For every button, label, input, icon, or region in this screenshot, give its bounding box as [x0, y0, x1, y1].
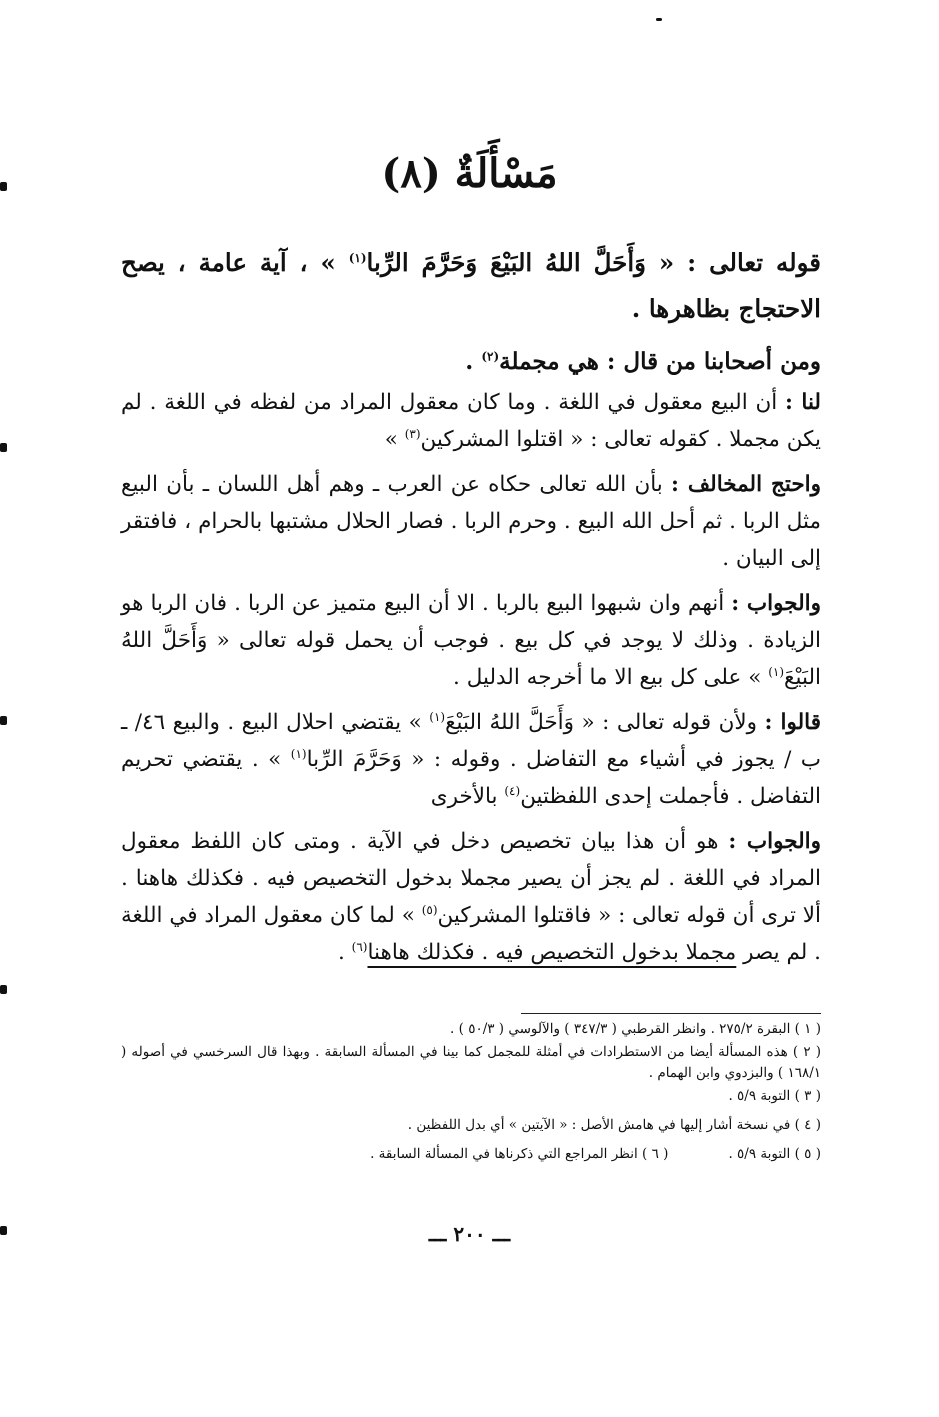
counter-opinion	[121, 343, 821, 380]
answer1-lead: والجواب :	[731, 591, 822, 616]
scan-mark	[0, 443, 7, 452]
footnote-6: ( ٦ ) انظر المراجع التي ذكرناها في المسألة السابقة .	[370, 1146, 669, 1162]
counter-end: .	[465, 348, 474, 375]
lana-lead: لنا :	[785, 390, 821, 415]
footnote-ref: (٦)	[351, 939, 368, 954]
footnote-ref: (٣)	[404, 426, 421, 441]
opponent-lead: واحتج المخالف :	[671, 472, 822, 497]
answer1-end: » على كل بيع الا ما أخرجه الدليل .	[453, 665, 762, 690]
footnote-1: ( ١ ) البقرة ٢٧٥/٢ . وانظر القرطبي ( ٣٤٧/٣ ) والآلوسي ( ٥٠/٣ ) .	[450, 1021, 821, 1037]
answer2-text-2: » لما كان معقول المراد في اللغة . لم يصر	[120, 903, 821, 965]
footnote-ref: (١)	[768, 664, 785, 679]
opponent-text: بأن الله تعالى حكاه عن العرب ـ وهم أهل اللسان ـ بأن البيع مثل الربا . ثم أحل الله البيع . وحرم الربا . فصار الحلال مشتبها بالحرام ، فافتقر إلى البيان .	[121, 472, 821, 571]
answer2-text-1: هو أن هذا بيان تخصيص دخل في الآية . ومتى كان اللفظ معقول المراد في اللغة . لم يجز أن يصير مجملا بدخول التخصيص فيه . فكذلك هاهنا . ألا ترى أن قوله تعالى : « فاقتلوا المشركين	[121, 829, 821, 928]
footnote-ref: (٥)	[421, 902, 438, 917]
counter-text: ومن أصحابنا من قال : هي مجملة	[499, 348, 821, 375]
qalu-lead: قالوا :	[764, 710, 821, 735]
footnote-4: ( ٤ ) في نسخة أشار إليها في هامش الأصل : « الآيتين » أي بدل اللفظين .	[407, 1117, 821, 1133]
answer2-lead: والجواب :	[728, 829, 821, 854]
qalu-text-1: ولأن قوله تعالى : « وَأَحَلَّ اللهُ البَيْعَ	[445, 710, 758, 735]
lana-paragraph	[121, 384, 821, 458]
thesis-paragraph	[121, 240, 821, 332]
footnote-ref: (١)	[429, 709, 446, 724]
footnote-row	[121, 1144, 821, 1165]
scan-mark	[656, 18, 662, 21]
qalu-text-3: » . يقتضي تحريم التفاضل . فأجملت إحدى اللفظتين	[121, 747, 821, 809]
answer1-paragraph	[121, 585, 821, 696]
page-number: ـــ ٢٠٠ ـــ	[428, 1222, 511, 1246]
footnote-ref: (١)	[348, 250, 367, 265]
answer2-paragraph	[121, 823, 821, 971]
answer1-text: أنهم وان شبهوا البيع بالربا . الا أن البيع متميز عن الربا . فان الربا هو الزيادة . وذلك لا يوجد في كل بيع . فوجب أن يحمل قوله تعالى « وَأَحَلَّ اللهُ البَيْعَ	[121, 591, 821, 690]
thesis-verse: « وَأَحَلَّ اللهُ البَيْعَ وَحَرَّمَ الرِّبا	[366, 248, 675, 277]
answer2-underlined: مجملا بدخول التخصيص فيه . فكذلك هاهنا	[367, 940, 737, 965]
footnote-2: ( ٢ ) هذه المسألة أيضا من الاستطرادات في أمثلة للمجمل كما بينا في المسألة السابقة . وبهذا قال السرخسي في أصوله ( ١٦٨/١ ) والبزدوي وابن الهمام .	[121, 1044, 822, 1081]
footnote-5: ( ٥ ) التوبة ٥/٩ .	[728, 1146, 821, 1162]
lana-text: أن البيع معقول في اللغة . وما كان معقول المراد من لفظه في اللغة . لم يكن مجملا . كقوله تعالى : « اقتلوا المشركين	[121, 390, 821, 452]
answer2-end: .	[337, 940, 345, 965]
scan-mark	[0, 985, 7, 994]
thesis-rest: » ، آية عامة ، يصح الاحتجاج بظاهرها .	[121, 248, 821, 323]
opponent-paragraph	[121, 466, 821, 577]
body-text	[121, 343, 821, 971]
qalu-text-4: بالأخرى	[430, 784, 498, 809]
footnote-ref: (٤)	[504, 783, 521, 798]
scan-mark	[0, 716, 7, 725]
footnote-ref: (١)	[290, 746, 307, 761]
lana-end: »	[384, 427, 398, 452]
qalu-paragraph	[121, 704, 821, 815]
footnote-ref: (٢)	[481, 349, 500, 364]
page-title: مَسْأَلَةٌ (٨)	[381, 150, 558, 197]
footnote-3: ( ٣ ) التوبة ٥/٩ .	[728, 1088, 821, 1104]
footnotes	[121, 1017, 821, 1167]
footnote-divider	[521, 1013, 821, 1014]
thesis-lead: قوله تعالى :	[687, 248, 822, 277]
qalu-text-2: » يقتضي احلال البيع . والبيع ٤٦/ ـ ب / يجوز في أشياء مع التفاضل . وقوله : « وَحَرَّمَ الرِّبا	[121, 710, 822, 772]
